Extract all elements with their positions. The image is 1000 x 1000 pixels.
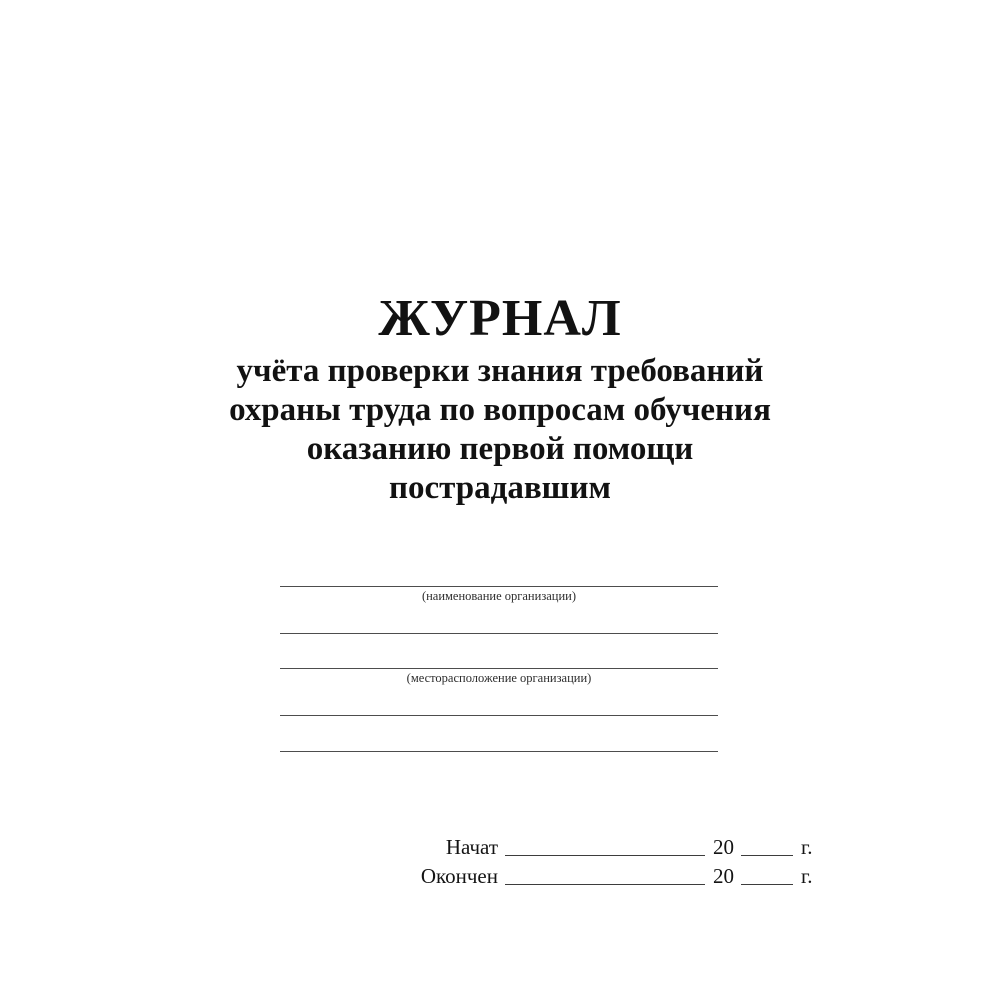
finished-date-line bbox=[505, 884, 705, 885]
subtitle-line-3: оказанию первой помощи bbox=[306, 431, 694, 467]
org-location-line bbox=[280, 668, 718, 669]
page-title: ЖУРНАЛ bbox=[378, 290, 622, 347]
finished-year-prefix: 20 bbox=[713, 864, 734, 888]
org-name-caption: (наименование организации) bbox=[421, 589, 577, 603]
started-year-prefix: 20 bbox=[713, 835, 734, 859]
started-year-line bbox=[741, 855, 793, 856]
finished-year-line bbox=[741, 884, 793, 885]
org-name-line-2 bbox=[280, 633, 718, 634]
started-year-suffix: г. bbox=[801, 835, 813, 859]
subtitle-line-2: охраны труда по вопросам обучения bbox=[229, 392, 771, 428]
org-location-line-2 bbox=[280, 715, 718, 716]
org-location-caption: (месторасположение организации) bbox=[406, 671, 592, 685]
started-label: Начат bbox=[445, 835, 498, 859]
finished-year-suffix: г. bbox=[801, 864, 813, 888]
page-subtitle bbox=[0, 352, 1000, 508]
subtitle-line-4: пострадавшим bbox=[389, 470, 611, 506]
subtitle-line-1: учёта проверки знания требований bbox=[236, 353, 764, 389]
org-location-line-3 bbox=[280, 751, 718, 752]
started-date-line bbox=[505, 855, 705, 856]
org-name-line bbox=[280, 586, 718, 587]
finished-label: Окончен bbox=[420, 864, 498, 888]
